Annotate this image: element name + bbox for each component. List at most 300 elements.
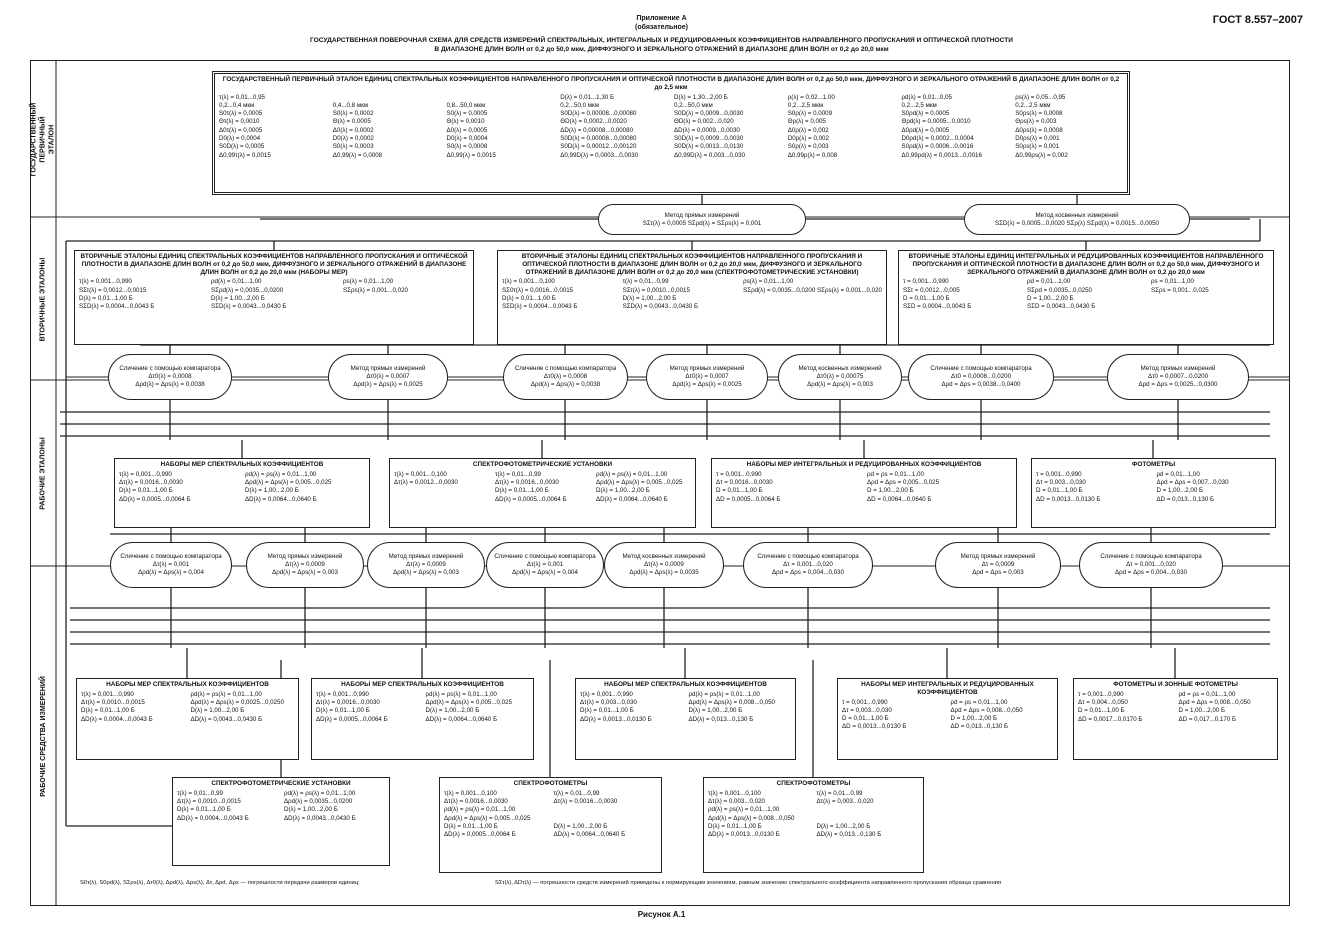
oval-text: Сличение с помощью компаратора [1100, 553, 1202, 560]
primary-value: Δ0,99D(λ) = 0,003...0,030 [674, 151, 746, 159]
primary-value: ρ(λ) = 0,02...1,00 [787, 93, 835, 101]
oval-text: Метод прямых измерений [960, 553, 1036, 560]
oval-text: Метод прямых измерений [1140, 365, 1216, 372]
value-cell: τ(λ) = 0,01...0,99 [816, 789, 863, 797]
value-cell: D = 0,01...1,00 Б [842, 715, 889, 723]
value-cell: Δρd = Δρs = 0,008...0,050 [1178, 699, 1251, 707]
standard-number: ГОСТ 8.557–2007 [1212, 14, 1303, 26]
value-cell: ΔD(λ) = 0,0005...0,0064 Б [316, 715, 388, 723]
oval-text: Δτ(λ) = 0,0009 [285, 561, 325, 568]
value-cell: ρd(λ) = ρs(λ) = 0,01...1,00 [688, 690, 760, 698]
value-cell: Δρd(λ) = Δρs(λ) = 0,005...0,025 [596, 479, 683, 487]
value-cell: ΔD(λ) = 0,013...0,130 Б [688, 715, 754, 723]
value-cell: ΔD(λ) = 0,0004...0,0043 Б [177, 814, 249, 822]
value-cell: SΣD = 0,0004...0,0043 Б [903, 303, 972, 311]
oval-text: Сличение с помощью компаратора [757, 553, 859, 560]
value-cell: D = 1,00...2,00 Б [1027, 294, 1074, 302]
value-cell: D = 1,00...2,00 Б [1178, 707, 1226, 715]
value-cell: Δρd(λ) = Δρs(λ) = 0,008...0,050 [708, 814, 795, 822]
primary-value: ΔD(λ) = 0,00008...0,00080 [560, 126, 634, 134]
primary-value: 0,2...50,0 мкм [560, 101, 599, 109]
value-cell: τ(λ) = 0,01...0,99 [495, 470, 541, 478]
value-cell [394, 496, 489, 504]
appendix-note: (обязательное) [634, 24, 688, 31]
value-cell: τ(λ) = 0,01...0,99 [177, 789, 223, 797]
oval-text: Δρd = Δρs = 0,003 [972, 569, 1024, 576]
value-cell: D = 0,01...1,00 Б [903, 294, 950, 302]
value-cell: Δρd(λ) = 0,0035...0,0200 [284, 798, 353, 806]
value-cell: τ(λ) = 0,001...0,990 [79, 278, 132, 286]
primary-value: Δ0ρd(λ) = 0,0005 [901, 126, 950, 134]
value-cell: D = 1,00...2,00 Б [1156, 487, 1204, 495]
value-cell: Δτ(λ) = 0,0010...0,0015 [81, 699, 145, 707]
value-cell: SΣρs = 0,001...0,025 [1151, 286, 1209, 294]
level-label: ГОСУДАРСТВЕННЫЙ ПЕРВИЧНЫЙ ЭТАЛОН [30, 102, 56, 176]
value-cell: Δτ(λ) = 0,0010...0,0015 [177, 798, 241, 806]
oval-text: Δρd(λ) = Δρs(λ) = 0,003 [807, 381, 873, 388]
primary-value [333, 94, 441, 102]
primary-value: S0D(λ) = 0,0009...0,0030 [674, 135, 744, 143]
oval-text: Метод прямых измерений [267, 553, 343, 560]
oval-text: Метод прямых измерений [350, 365, 426, 372]
value-cell [554, 806, 658, 814]
secondary-standard-box: ВТОРИЧНЫЕ ЭТАЛОНЫ ЕДИНИЦ СПЕКТРАЛЬНЫХ КОЭФФИЦИЕНТОВ НАПРАВЛЕННОГО ПРОПУСКАНИЯ И ОПТИЧЕСКОЙ ПЛОТНОСТИ В ДИАПАЗОНЕ ДЛИН ВОЛН от 0,2 до 50,0 мкм, ДИФФУЗНОГО И ЗЕРКАЛЬНОГО ОТРАЖЕНИЙ В ДИАПАЗОНЕ ДЛИН ВОЛН от 0,2 до 20,0 мкм (НАБОРЫ МЕР) τ(λ) = 0,001...0,990 ρd(λ) = 0,01...1,00 ρs(λ) = 0,01...1,00 SΣτ(λ) = 0,0012...0,0015 SΣρd(λ) = 0,0035...0,0200 SΣρs(λ) = 0,001...0,020 D(λ) = 0,01...1,00 Б D(λ) = 1,00...2,00 Б SΣD(λ) = 0,0004...0,0043 Б SΣD(λ) = 0,0043...0,0430 Б [74, 250, 474, 345]
value-cell: SΣD(λ) = 0,0004...0,0043 Б [502, 303, 578, 311]
value-cell: τ(λ) = 0,001...0,990 [81, 690, 134, 698]
value-cell: D(λ) = 0,01...1,00 Б [81, 707, 135, 715]
value-cell: ΔD = 0,013...0,130 Б [950, 723, 1009, 731]
value-cell: ρd = 0,01...1,00 [1156, 470, 1200, 478]
value-cell [743, 303, 882, 311]
value-cell: ΔD = 0,0005...0,0064 Б [716, 495, 781, 503]
oval-text: Δρd(λ) = Δρs(λ) = 0,0038 [530, 381, 601, 388]
measuring-instrument-box: СПЕКТРОФОТОМЕТРИЧЕСКИЕ УСТАНОВКИ τ(λ) = 0,01...0,99 ρd(λ) = ρs(λ) = 0,01...1,00 Δτ(λ) = 0,0010...0,0015 Δρd(λ) = 0,0035...0,0200 D(λ) = 0,01...1,00 Б D(λ) = 1,00...2,00 Б ΔD(λ) = 0,0004...0,0043 Б ΔD(λ) = 0,0043...0,0430 Б [172, 777, 390, 866]
comparison-method-oval [246, 542, 364, 588]
value-cell: ρd(λ) = ρs(λ) = 0,01...1,00 [708, 806, 780, 814]
oval-text: Сличение с помощью компаратора [514, 365, 617, 372]
measuring-instrument-box: НАБОРЫ МЕР СПЕКТРАЛЬНЫХ КОЭФФИЦИЕНТОВ τ(λ) = 0,001...0,990 ρd(λ) = ρs(λ) = 0,01...1,00 Δτ(λ) = 0,003...0,030 Δρd(λ) = Δρs(λ) = 0,008...0,050 D(λ) = 0,01...1,00 Б D(λ) = 1,00...2,00 Б ΔD(λ) = 0,0013...0,0130 Б ΔD(λ) = 0,013...0,130 Б [575, 678, 796, 760]
value-cell: SΣτ = 0,0012...0,005 [903, 286, 960, 294]
oval-text: Δτ0(λ) = 0,0007 [366, 373, 410, 380]
comparison-method-oval [743, 542, 873, 588]
oval-text: Δτ0(λ) = 0,0007 [685, 373, 729, 380]
oval-text: Метод косвенных измерений [798, 365, 882, 372]
value-cell [343, 303, 469, 311]
measuring-instrument-box: НАБОРЫ МЕР ИНТЕГРАЛЬНЫХ И РЕДУЦИРОВАННЫХ КОЭФФИЦИЕНТОВ τ = 0,001...0,990 ρd = ρs = 0,01...1,00 Δτ = 0,003...0,030 Δρd = Δρs = 0,008...0,050 D = 0,01...1,00 Б D = 1,00...2,00 Б ΔD = 0,0013...0,0130 Б ΔD = 0,013...0,130 Б [837, 678, 1058, 760]
value-cell: Δτ(λ) = 0,003...0,020 [816, 798, 874, 806]
oval-text: Δτ0(λ) = 0,0008 [148, 373, 192, 380]
primary-value: D0ρs(λ) = 0,001 [1015, 135, 1060, 143]
value-cell [743, 295, 882, 303]
value-cell: D(λ) = 1,00...2,00 Б [190, 707, 245, 715]
value-cell: SΣD = 0,0043...0,0430 Б [1027, 303, 1096, 311]
value-cell: Δρd(λ) = Δρs(λ) = 0,005...0,025 [444, 814, 531, 822]
oval-text: Сличение с помощью компаратора [119, 365, 221, 372]
primary-value [447, 94, 555, 102]
measuring-instrument-box: НАБОРЫ МЕР СПЕКТРАЛЬНЫХ КОЭФФИЦИЕНТОВ τ(λ) = 0,001...0,990 ρd(λ) = ρs(λ) = 0,01...1,00 Δτ(λ) = 0,0010...0,0015 Δρd(λ) = Δρs(λ) = 0,0025...0,0250 D(λ) = 0,01...1,00 Б D(λ) = 1,00...2,00 Б ΔD(λ) = 0,0004...0,0043 Б ΔD(λ) = 0,0043...0,0430 Б [76, 678, 299, 760]
comparison-method-oval [367, 542, 485, 588]
value-cell: D = 0,01...1,00 Б [1036, 487, 1083, 495]
value-cell [817, 815, 920, 823]
value-cell: D(λ) = 0,01...1,00 Б [444, 822, 498, 830]
value-cell: SΣτ(λ) = 0,0012...0,0015 [79, 286, 147, 294]
oval-text: Сличение с помощью компаратора [120, 553, 222, 560]
primary-value: Δ0ρs(λ) = 0,0008 [1015, 126, 1063, 134]
value-cell: τ(λ) = 0,01...0,99 [553, 789, 600, 797]
value-cell: SΣD(λ) = 0,0004...0,0043 Б [79, 303, 155, 311]
value-cell: D(λ) = 0,01...1,00 Б [708, 822, 762, 830]
value-cell [817, 806, 920, 814]
primary-value: D0ρ(λ) = 0,002 [787, 135, 829, 143]
primary-value: 0,8...50,0 мкм [446, 101, 486, 109]
value-cell: τ(λ) = 0,001...0,990 [119, 470, 172, 478]
value-cell: D(λ) = 1,00...2,00 Б [596, 487, 650, 495]
oval-text: Δρd(λ) = Δρs(λ) = 0,003 [272, 569, 338, 576]
comparison-method-oval [328, 354, 448, 400]
value-cell: D(λ) = 1,00...2,00 Б [211, 294, 265, 302]
value-cell: ΔD = 0,017...0,170 Б [1178, 715, 1237, 723]
value-cell: Δτ(λ) = 0,0016...0,0030 [495, 479, 559, 487]
value-cell: D(λ) = 1,00...2,00 Б [688, 707, 743, 715]
footnote-left: S0τ(λ), S0ρd(λ), SΣρs(λ), Δτ0(λ), Δρd(λ), Δρs(λ), Δτ, Δρd, Δρs — погрешности передачи размеров единиц; [80, 880, 360, 886]
primary-value: Θτ(λ) = 0,0010 [219, 118, 260, 126]
value-cell: D(λ) = 0,01...1,00 Б [316, 707, 370, 715]
value-cell: ΔD(λ) = 0,0013...0,0130 Б [580, 715, 652, 723]
value-cell: Δτ = 0,003...0,030 [1036, 479, 1086, 487]
value-cell: ρd(λ) = ρs(λ) = 0,01...1,00 [190, 690, 262, 698]
oval-text: Δτ0(λ) = 0,00075 [816, 373, 864, 380]
oval-text: Δρd(λ) = Δρs(λ) = 0,0035 [629, 569, 699, 576]
oval-text: Сличение с помощью компаратора [494, 553, 596, 560]
primary-value: ΘD(λ) = 0,0002...0,0020 [560, 118, 627, 126]
oval-text: Δρd(λ) = Δρs(λ) = 0,0025 [353, 381, 423, 388]
primary-value: Δ0,99ρs(λ) = 0,002 [1015, 151, 1068, 159]
working-standard-box: СПЕКТРОФОТОМЕТРИЧЕСКИЕ УСТАНОВКИ τ(λ) = 0,001...0,100 τ(λ) = 0,01...0,99 ρd(λ) = ρs(λ) = 0,01...1,00 Δτ(λ) = 0,0012...0,0030 Δτ(λ) = 0,0016...0,0030 Δρd(λ) = Δρs(λ) = 0,005...0,025 D(λ) = 0,01...1,00 Б D(λ) = 1,00...2,00 Б ΔD(λ) = 0,0005...0,0064 Б ΔD(λ) = 0,0064...0,0640 Б [389, 458, 696, 528]
comparison-method-oval [908, 354, 1054, 400]
value-cell [343, 295, 469, 303]
value-cell: Δτ(λ) = 0,003...0,020 [708, 798, 765, 806]
value-cell: τ = 0,001...0,990 [716, 470, 762, 478]
primary-value: S0(λ) = 0,0005 [446, 110, 488, 118]
value-cell: D = 1,00...2,00 Б [867, 487, 914, 495]
primary-value: ρd(λ) = 0,01...0,05 [901, 93, 952, 101]
figure-caption: Рисунок А.1 [637, 910, 686, 919]
secondary-standard-box: ВТОРИЧНЫЕ ЭТАЛОНЫ ЕДИНИЦ ИНТЕГРАЛЬНЫХ И РЕДУЦИРОВАННЫХ КОЭФФИЦИЕНТОВ НАПРАВЛЕННОГО ПРОПУСКАНИЯ И ОПТИЧЕСКОЙ ПЛОТНОСТИ В ДИАПАЗОНЕ ДЛИН ВОЛН от 0,2 до 50,0 мкм, ДИФФУЗНОГО И ЗЕРКАЛЬНОГО ОТРАЖЕНИЙ В ДИАПАЗОНЕ ДЛИН ВОЛН от 0,2 до 20,0 мкм τ = 0,001...0,990 ρd = 0,01...1,00 ρs = 0,01...1,00 SΣτ = 0,0012...0,005 SΣρd = 0,0035...0,0250 SΣρs = 0,001...0,025 D = 0,01...1,00 Б D = 1,00...2,00 Б SΣD = 0,0004...0,0043 Б SΣD = 0,0043...0,0430 Б [898, 250, 1274, 345]
primary-value: Δ0(λ) = 0,0005 [446, 126, 488, 134]
value-cell: Δτ(λ) = 0,003...0,030 [580, 699, 637, 707]
value-cell: ΔD(λ) = 0,0064...0,0640 Б [553, 831, 626, 839]
primary-value: Δ0,99ρd(λ) = 0,0013...0,0016 [901, 151, 982, 159]
primary-value: ΔD(λ) = 0,0009...0,0030 [674, 126, 740, 134]
comparison-method-oval [110, 542, 232, 588]
value-cell: τ = 0,001...0,990 [1036, 470, 1082, 478]
value-cell: ΔD = 0,013...0,130 Б [1156, 495, 1215, 503]
secondary-standard-box: ВТОРИЧНЫЕ ЭТАЛОНЫ ЕДИНИЦ СПЕКТРАЛЬНЫХ КОЭФФИЦИЕНТОВ НАПРАВЛЕННОГО ПРОПУСКАНИЯ И ОПТИЧЕСКОЙ ПЛОТНОСТИ В ДИАПАЗОНЕ ДЛИН ВОЛН от 0,2 до 20,0 мкм, ДИФФУЗНОГО И ЗЕРКАЛЬНОГО ОТРАЖЕНИЙ В ДИАПАЗОНЕ ДЛИН ВОЛН от 0,2 до 20,0 мкм (СПЕКТРОФОТОМЕТРИЧЕСКИЕ УСТАНОВКИ) τ(λ) = 0,001...0,100 τ(λ) = 0,01...0,99 ρs(λ) = 0,01...1,00 SΣ0τ(λ) = 0,0016...0,0015 SΣτ(λ) = 0,0010...0,0015 SΣρd(λ) = 0,0035...0,0200 SΣρs(λ) = 0,001...0,020 D(λ) = 0,01...1,00 Б D(λ) = 1,00...2,00 Б SΣD(λ) = 0,0004...0,0043 Б SΣD(λ) = 0,0043...0,0430 Б [497, 250, 887, 345]
value-cell: D(λ) = 0,01...1,00 Б [580, 707, 634, 715]
comparison-method-oval [503, 354, 628, 400]
value-cell: ΔD(λ) = 0,0013...0,0130 Б [708, 831, 780, 839]
primary-value: ΘD(λ) = 0,002...0,020 [674, 118, 734, 126]
value-cell: τ = 0,001...0,990 [842, 698, 888, 706]
value-cell: D(λ) = 0,01...1,00 Б [495, 487, 549, 495]
oval-text: Метод прямых измерений [388, 553, 464, 560]
measuring-instrument-box: ФОТОМЕТРЫ И ЗОННЫЕ ФОТОМЕТРЫ τ = 0,001...0,990 ρd = ρs = 0,01...1,00 Δτ = 0,004...0,050 Δρd = Δρs = 0,008...0,050 D = 0,01...1,00 Б D = 1,00...2,00 Б ΔD = 0,0017...0,0170 Б ΔD = 0,017...0,170 Б [1073, 678, 1278, 760]
value-cell: Δτ(λ) = 0,0016...0,0030 [316, 699, 380, 707]
value-cell: ρd(λ) = ρs(λ) = 0,01...1,00 [596, 470, 668, 478]
primary-value: S0ρ(λ) = 0,003 [787, 143, 829, 151]
value-cell: Δρd(λ) = Δρs(λ) = 0,0025...0,0250 [190, 699, 284, 707]
primary-value: τ(λ) = 0,01...0,95 [219, 93, 265, 101]
value-cell: Δρd(λ) = Δρs(λ) = 0,005...0,025 [425, 699, 512, 707]
primary-value: S0D(λ) = 0,0013...0,0130 [674, 143, 744, 151]
value-cell: D(λ) = 1,00...2,00 Б [553, 822, 608, 830]
working-standard-box: НАБОРЫ МЕР ИНТЕГРАЛЬНЫХ И РЕДУЦИРОВАННЫХ КОЭФФИЦИЕНТОВ τ = 0,001...0,990 ρd = ρs = 0,01...1,00 Δτ = 0,0016...0,0030 Δρd = Δρs = 0,005...0,025 D = 0,01...1,00 Б D = 1,00...2,00 Б ΔD = 0,0005...0,0064 Б ΔD = 0,0064...0,0640 Б [711, 458, 1017, 528]
value-cell: Δρd(λ) = Δρs(λ) = 0,008...0,050 [688, 699, 775, 707]
value-cell: ρd(λ) = ρs(λ) = 0,01...1,00 [444, 806, 516, 814]
oval-text: Δρd(λ) = Δρs(λ) = 0,0038 [135, 381, 205, 388]
oval-text: Δτ(λ) = 0,0009 [644, 561, 684, 568]
oval-text: Δτ(λ) = 0,001 [526, 561, 564, 568]
value-cell: D = 1,00...2,00 Б [950, 715, 998, 723]
value-cell: D(λ) = 1,00...2,00 Б [622, 294, 677, 302]
value-cell: ρs(λ) = 0,01...1,00 [743, 278, 794, 286]
oval-text: Δτ = 0,001...0,020 [783, 561, 833, 568]
value-cell: SΣ0τ(λ) = 0,0016...0,0015 [502, 286, 574, 294]
comparison-method-oval [1079, 542, 1223, 588]
working-standard-box: НАБОРЫ МЕР СПЕКТРАЛЬНЫХ КОЭФФИЦИЕНТОВ τ(λ) = 0,001...0,990 ρd(λ) = ρs(λ) = 0,01...1,00 Δτ(λ) = 0,0016...0,0030 Δρd(λ) = Δρs(λ) = 0,005...0,025 D(λ) = 0,01...1,00 Б D(λ) = 1,00...2,00 Б ΔD(λ) = 0,0005...0,0064 Б ΔD(λ) = 0,0064...0,0640 Б [114, 458, 370, 528]
primary-standard-values [219, 94, 1123, 160]
comparison-method-oval [486, 542, 604, 588]
working-standard-box: ФОТОМЕТРЫ τ = 0,001...0,990 ρd = 0,01...1,00 Δτ = 0,003...0,030 Δρd = Δρs = 0,007...0,030 D = 0,01...1,00 Б D = 1,00...2,00 Б ΔD = 0,0013...0,0130 Б ΔD = 0,013...0,130 Б [1031, 458, 1276, 528]
value-cell: ΔD(λ) = 0,0043...0,0430 Б [284, 814, 356, 822]
primary-value: Θρs(λ) = 0,003 [1015, 118, 1057, 126]
primary-value: Θρd(λ) = 0,0005...0,0010 [901, 118, 971, 126]
primary-value: D(λ) = 0,01...1,30 Б [560, 93, 615, 101]
comparison-method-oval [604, 542, 724, 588]
value-cell: Δτ = 0,0016...0,0030 [716, 479, 773, 487]
primary-value: Θ(λ) = 0,0005 [332, 118, 371, 126]
scheme-subtitle: В ДИАПАЗОНЕ ДЛИН ВОЛН от 0,2 до 50,0 мкм, ДИФФУЗНОГО И ЗЕРКАЛЬНОГО ОТРАЖЕНИЙ В ДИАПАЗОНЕ ДЛИН ВОЛН от 0,2 до 20,0 мкм [434, 46, 889, 53]
value-cell: D(λ) = 1,00...2,00 Б [425, 707, 480, 715]
comparison-method-oval [1107, 354, 1249, 400]
value-cell [554, 815, 658, 823]
value-cell: Δρd = Δρs = 0,008...0,050 [950, 706, 1023, 714]
primary-value: 0,4...0,8 мкм [332, 101, 369, 109]
value-cell: ΔD = 0,0013...0,0130 Б [1036, 495, 1101, 503]
value-cell: ΔD(λ) = 0,0064...0,0640 Б [596, 495, 668, 503]
scheme-title: ГОСУДАРСТВЕННАЯ ПОВЕРОЧНАЯ СХЕМА ДЛЯ СРЕДСТВ ИЗМЕРЕНИЙ СПЕКТРАЛЬНЫХ, ИНТЕГРАЛЬНЫХ И РЕДУЦИРОВАННЫХ КОЭФФИЦИЕНТОВ НАПРАВЛЕННОГО ПРОПУСКАНИЯ И ОПТИЧЕСКОЙ ПЛОТНОСТИ [309, 37, 1014, 44]
value-cell: ΔD = 0,0064...0,0640 Б [867, 495, 932, 503]
primary-value: Δ0ρ(λ) = 0,002 [787, 126, 829, 134]
measuring-instrument-box: СПЕКТРОФОТОМЕТРЫ τ(λ) = 0,001...0,100 τ(λ) = 0,01...0,99 Δτ(λ) = 0,003...0,020 Δτ(λ) = 0,003...0,020 ρd(λ) = ρs(λ) = 0,01...1,00 Δρd(λ) = Δρs(λ) = 0,008...0,050 D(λ) = 0,01...1,00 Б D(λ) = 1,00...2,00 Б ΔD(λ) = 0,0013...0,0130 Б ΔD(λ) = 0,013...0,130 Б [703, 777, 924, 873]
primary-value: Δ0,99τ(λ) = 0,0015 [219, 151, 271, 159]
value-cell: ΔD(λ) = 0,0004...0,0043 Б [81, 715, 153, 723]
measuring-instrument-box: СПЕКТРОФОТОМЕТРЫ τ(λ) = 0,001...0,100 τ(λ) = 0,01...0,99 Δτ(λ) = 0,0016...0,0030 Δτ(λ) = 0,0016...0,0030 ρd(λ) = ρs(λ) = 0,01...1,00 Δρd(λ) = Δρs(λ) = 0,005...0,025 D(λ) = 0,01...1,00 Б D(λ) = 1,00...2,00 Б ΔD(λ) = 0,0005...0,0064 Б ΔD(λ) = 0,0064...0,0640 Б [439, 777, 662, 873]
value-cell: Δτ(λ) = 0,0012...0,0030 [394, 479, 458, 487]
value-cell: SΣρs(λ) = 0,001...0,020 [343, 286, 408, 294]
value-cell: Δτ = 0,004...0,050 [1078, 699, 1128, 707]
value-cell: ΔD(λ) = 0,0005...0,0064 Б [495, 495, 567, 503]
value-cell: ρd(λ) = ρs(λ) = 0,01...1,00 [425, 690, 497, 698]
primary-standard [212, 71, 1130, 195]
primary-value: Θρ(λ) = 0,005 [787, 118, 826, 126]
value-cell: ΔD(λ) = 0,0064...0,0640 Б [425, 715, 498, 723]
value-cell: D(λ) = 0,01...1,00 Б [177, 806, 231, 814]
primary-value: S0(λ) = 0,0008 [446, 143, 488, 151]
value-cell: τ(λ) = 0,001...0,100 [444, 789, 497, 797]
primary-standard-title: ГОСУДАРСТВЕННЫЙ ПЕРВИЧНЫЙ ЭТАЛОН ЕДИНИЦ СПЕКТРАЛЬНЫХ КОЭФФИЦИЕНТОВ НАПРАВЛЕННОГО ПРОПУСКАНИЯ И ОПТИЧЕСКОЙ ПЛОТНОСТИ В ДИАПАЗОНЕ ДЛИН ВОЛН от 0,2 до 50,0 мкм, ДИФФУЗНОГО И ЗЕРКАЛЬНОГО ОТРАЖЕНИЙ В ДИАПАЗОНЕ ДЛИН ВОЛН от 0,2 до 2,5 мкм [222, 76, 1120, 91]
footnote-right: SΣτ(λ), ΔDτ(λ) — погрешности средств измерений приведены к нормирующим значениям, равным значению спектрального коэффициента направленного пропускания образца сравнения [495, 880, 1002, 886]
value-cell [1151, 295, 1269, 303]
value-cell: τ(λ) = 0,001...0,990 [580, 690, 633, 698]
value-cell: Δτ(λ) = 0,0016...0,0030 [119, 479, 183, 487]
value-cell: SΣρd(λ) = 0,0035...0,0200 [211, 286, 284, 294]
value-cell: SΣρd = 0,0035...0,0250 [1027, 286, 1092, 294]
primary-value: S0ρs(λ) = 0,0008 [1015, 110, 1063, 118]
primary-value: D0ρd(λ) = 0,0002...0,0004 [901, 135, 974, 143]
primary-value: Δ0,99D(λ) = 0,0003...0,0030 [560, 151, 639, 159]
value-cell: D = 0,01...1,00 Б [716, 487, 763, 495]
oval-text: Δρd = Δρs = 0,004...0,030 [1114, 569, 1188, 576]
primary-value: S0(λ) = 0,0003 [332, 143, 374, 151]
primary-value: ρs(λ) = 0,05...0,95 [1015, 93, 1066, 101]
value-cell [394, 487, 489, 495]
oval-text: Δρd = Δρs = 0,0038...0,0400 [941, 381, 1021, 388]
primary-value: S0D(λ) = 0,00008...0,00080 [560, 135, 637, 143]
value-cell: D(λ) = 0,01...1,00 Б [119, 487, 173, 495]
value-cell: τ(λ) = 0,001...0,100 [502, 278, 555, 286]
value-cell [1151, 303, 1269, 311]
primary-value: S0ρd(λ) = 0,0005 [901, 110, 950, 118]
oval-text: Δτ(λ) = 0,001 [152, 561, 190, 568]
value-cell: τ = 0,001...0,990 [903, 278, 949, 286]
value-cell: D(λ) = 1,00...2,00 Б [284, 806, 338, 814]
oval-text: Δτ0(λ) = 0,0008 [543, 373, 588, 380]
comparison-method-oval [108, 354, 232, 400]
level-label: РАБОЧИЕ СРЕДСТВА ИЗМЕРЕНИЙ [39, 675, 47, 797]
primary-value: 0,2...0,4 мкм [219, 101, 255, 109]
value-cell: ρd(λ) = 0,01...1,00 [211, 278, 262, 286]
primary-value: Δ0(λ) = 0,0002 [332, 126, 374, 134]
primary-value: D0(λ) = 0,0004 [219, 135, 261, 143]
primary-value: Δ0,99ρ(λ) = 0,008 [787, 151, 838, 159]
value-cell: D = 0,01...1,00 Б [1078, 707, 1125, 715]
primary-value: S0D(λ) = 0,0005 [219, 143, 265, 151]
oval-text: Δρd(λ) = Δρs(λ) = 0,003 [393, 569, 459, 576]
primary-value: Θ(λ) = 0,0010 [446, 118, 485, 126]
value-cell: Δτ(λ) = 0,0016...0,0030 [553, 798, 618, 806]
primary-value: S0ρs(λ) = 0,001 [1015, 143, 1060, 151]
value-cell: SΣτ(λ) = 0,0010...0,0015 [622, 286, 690, 294]
value-cell: Δτ = 0,003...0,030 [842, 706, 892, 714]
value-cell: ρs = 0,01...1,00 [1151, 278, 1194, 286]
oval-text: Δτ = 0,0009 [981, 561, 1015, 568]
oval-text: Метод прямых измерений [669, 365, 745, 372]
oval-text: Δρd(λ) = Δρs(λ) = 0,004 [512, 569, 578, 576]
appendix-label: Приложение А [636, 15, 687, 22]
primary-value: S0(λ) = 0,0002 [332, 110, 374, 118]
value-cell: ρd = ρs = 0,01...1,00 [1178, 690, 1236, 698]
value-cell: Δτ(λ) = 0,0016...0,0030 [444, 798, 508, 806]
value-cell: ΔD(λ) = 0,0064...0,0640 Б [245, 495, 317, 503]
value-cell: SΣD(λ) = 0,0043...0,0430 Б [211, 303, 287, 311]
oval-text: Метод косвенных измерений [622, 553, 706, 560]
value-cell: τ(λ) = 0,001...0,990 [316, 690, 369, 698]
value-cell: ΔD(λ) = 0,013...0,130 Б [816, 831, 882, 839]
value-cell: τ(λ) = 0,001...0,100 [394, 470, 447, 478]
primary-value: S0D(λ) = 0,0009...0,0030 [674, 110, 744, 118]
value-cell: ρd = ρs = 0,01...1,00 [867, 470, 924, 478]
oval-text: Δτ0 = 0,0007...0,0200 [1147, 373, 1209, 380]
primary-value: 0,2...50,0 мкм [674, 101, 713, 109]
value-cell: τ = 0,001...0,990 [1078, 690, 1124, 698]
value-cell: ΔD(λ) = 0,0005...0,0064 Б [119, 495, 191, 503]
primary-value: S0D(λ) = 0,00012...0,00120 [560, 143, 637, 151]
value-cell: D(λ) = 0,01...1,00 Б [502, 294, 556, 302]
oval-text: Δτ = 0,001...0,020 [1126, 561, 1176, 568]
value-cell: ρd = ρs = 0,01...1,00 [950, 698, 1008, 706]
value-cell: ρd(λ) = ρs(λ) = 0,01...1,00 [245, 470, 317, 478]
primary-value: 0,2...2,5 мкм [901, 101, 937, 109]
primary-value: D0(λ) = 0,0004 [446, 135, 488, 143]
value-cell: D(λ) = 1,00...2,00 Б [816, 822, 871, 830]
comparison-method-oval [646, 354, 768, 400]
value-cell: ΔD = 0,0017...0,0170 Б [1078, 715, 1143, 723]
value-cell: ρs(λ) = 0,01...1,00 [343, 278, 394, 286]
comparison-method-oval [935, 542, 1061, 588]
oval-text: Δρd(λ) = Δρs(λ) = 0,0025 [672, 381, 742, 388]
indirect-method-oval: Метод косвенных измерений SΣD(λ) = 0,0005...0,0020 SΣρ(λ) SΣρd(λ) = 0,0015...0,0050 [964, 204, 1190, 235]
value-cell: τ(λ) = 0,001...0,100 [708, 789, 761, 797]
level-label: РАБОЧИЕ ЭТАЛОНЫ [39, 437, 47, 510]
primary-value: Δ0,99(λ) = 0,0015 [446, 151, 496, 159]
measuring-instrument-box: НАБОРЫ МЕР СПЕКТРАЛЬНЫХ КОЭФФИЦИЕНТОВ τ(λ) = 0,001...0,990 ρd(λ) = ρs(λ) = 0,01...1,00 Δτ(λ) = 0,0016...0,0030 Δρd(λ) = Δρs(λ) = 0,005...0,025 D(λ) = 0,01...1,00 Б D(λ) = 1,00...2,00 Б ΔD(λ) = 0,0005...0,0064 Б ΔD(λ) = 0,0064...0,0640 Б [311, 678, 534, 760]
oval-text: Δτ(λ) = 0,0009 [406, 561, 446, 568]
value-cell: SΣρd(λ) = 0,0035...0,0200 SΣρs(λ) = 0,001...0,020 [743, 286, 882, 294]
value-cell: ρd = 0,01...1,00 [1027, 278, 1071, 286]
value-cell: D(λ) = 1,00...2,00 Б [245, 487, 299, 495]
value-cell: ΔD(λ) = 0,0005...0,0064 Б [444, 831, 516, 839]
value-cell: ΔD(λ) = 0,0043...0,0430 Б [190, 715, 263, 723]
oval-text: Δτ0 = 0,0008...0,0200 [950, 373, 1012, 380]
primary-value: S0ρd(λ) = 0,0006...0,0016 [901, 143, 974, 151]
value-cell: D(λ) = 0,01...1,00 Б [79, 294, 133, 302]
primary-value: S0τ(λ) = 0,0005 [219, 110, 263, 118]
comparison-method-oval [778, 354, 902, 400]
value-cell: ρd(λ) = ρs(λ) = 0,01...1,00 [284, 789, 356, 797]
primary-value: 0,2...2,5 мкм [787, 101, 824, 109]
value-cell: ΔD = 0,0013...0,0130 Б [842, 723, 907, 731]
primary-value: S0D(λ) = 0,00008...0,00080 [560, 110, 637, 118]
oval-text: Δρd(λ) = Δρs(λ) = 0,004 [138, 569, 204, 576]
primary-value: 0,2...2,5 мкм [1015, 101, 1051, 109]
primary-value: S0ρ(λ) = 0,0009 [787, 110, 833, 118]
direct-method-oval: Метод прямых измерений SΣτ(λ) = 0,0005 SΣρd(λ) = SΣρs(λ) = 0,001 [598, 204, 806, 235]
oval-text: Сличение с помощью компаратора [930, 365, 1032, 372]
value-cell: τ(λ) = 0,01...0,99 [622, 278, 669, 286]
primary-value: Δ0τ(λ) = 0,0005 [219, 126, 263, 134]
value-cell: SΣD(λ) = 0,0043...0,0430 Б [622, 303, 699, 311]
value-cell: Δρd = Δρs = 0,005...0,025 [867, 479, 940, 487]
level-label: ВТОРИЧНЫЕ ЭТАЛОНЫ [39, 257, 47, 341]
primary-value: Δ0,99(λ) = 0,0008 [332, 151, 383, 159]
primary-value: D0(λ) = 0,0002 [332, 135, 374, 143]
oval-text: Δρd = Δρs = 0,0025...0,0300 [1138, 381, 1218, 388]
primary-value: D(λ) = 1,30...2,00 Б [674, 93, 728, 101]
oval-text: Δρd = Δρs = 0,004...0,030 [771, 569, 845, 576]
value-cell: Δρd = Δρs = 0,007...0,030 [1156, 479, 1229, 487]
value-cell: Δρd(λ) = Δρs(λ) = 0,005...0,025 [245, 479, 332, 487]
